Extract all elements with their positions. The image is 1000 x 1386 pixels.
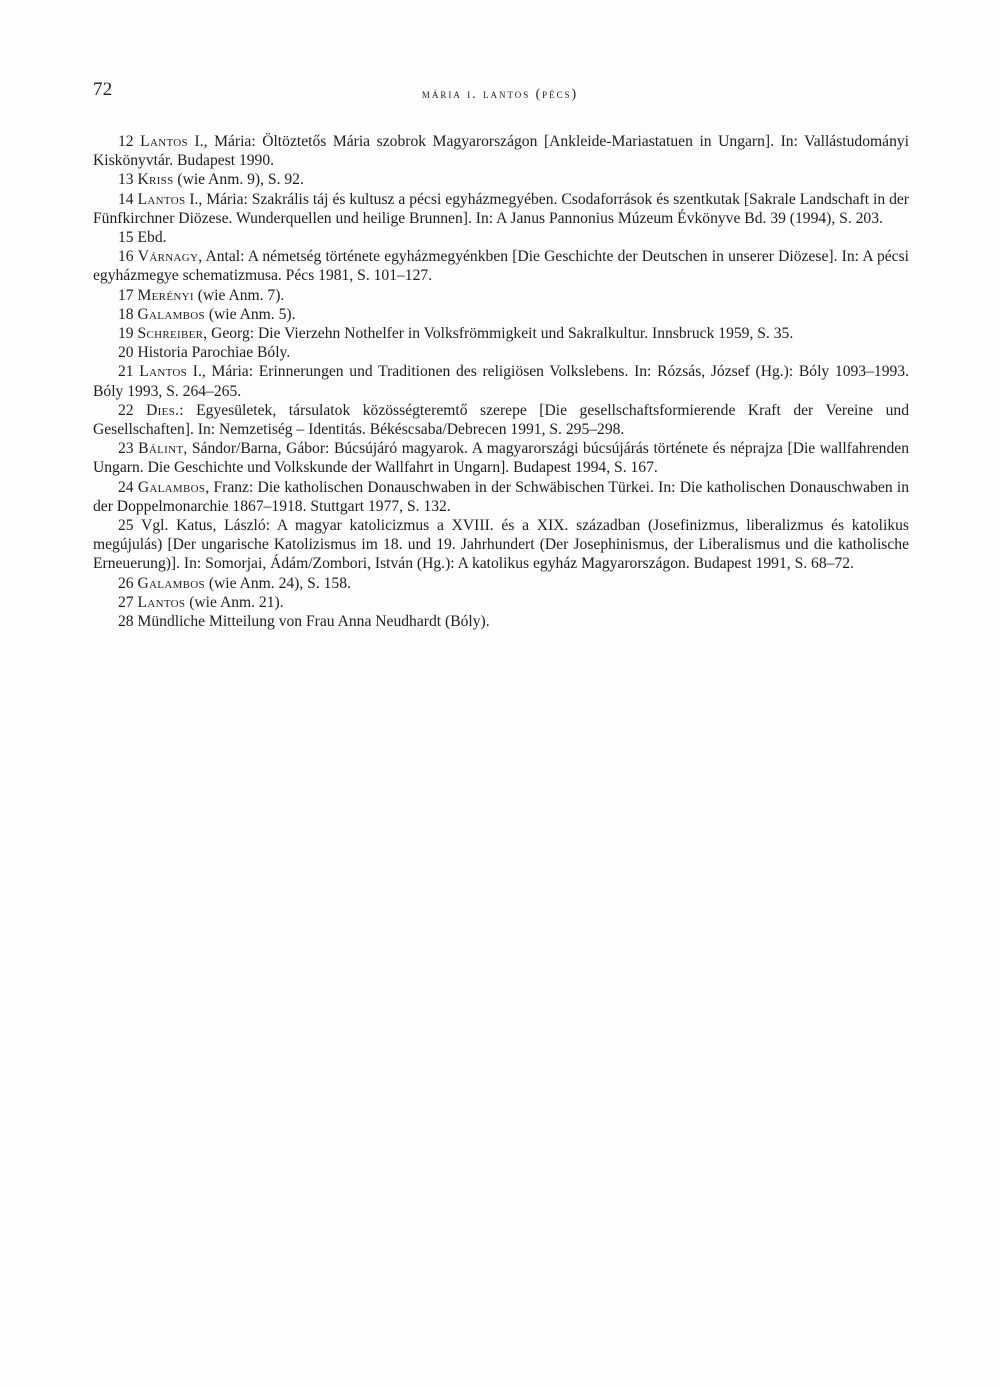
endnote-19 [93,324,909,343]
note-number: 17 [118,286,134,304]
endnote-16 [93,247,909,285]
note-number: 19 [118,325,134,343]
note-number: 22 [118,401,134,419]
note-number: 21 [118,363,134,381]
note-author: Galambos [137,478,206,496]
note-text: Historia Parochiae Bóly. [137,344,291,362]
endnote-20 [93,343,909,362]
endnote-21 [93,362,909,400]
note-text: I., Mária: Erinnerungen und Traditionen des religiösen Volkslebens. In: Rózsás, József (Hg.): Bóly 1093–1993. Bóly 1993, S. 264–265. [93,363,909,400]
note-text: (wie Anm. 24), S. 158. [204,574,351,592]
note-text: (wie Anm. 21). [185,593,284,611]
note-author: Galambos [137,305,205,323]
note-number: 26 [118,574,134,592]
endnote-28 [93,612,909,631]
note-author: Lantos [140,133,188,150]
note-text: , Franz: Die katholischen Donauschwaben in der Schwäbischen Türkei. In: Die katholischen Donauschwaben in der Doppelmonarchie 1867–1918. Stuttgart 1977, S. 132. [93,478,909,515]
note-number: 25 [118,517,134,535]
note-text: Mündliche Mitteilung von Frau Anna Neudhardt (Bóly). [137,613,490,631]
endnote-23 [93,439,909,477]
note-author: Dies. [146,401,180,419]
note-text: , Antal: A németség története egyházmegyénkben [Die Geschichte der Deutschen in unserer Diözese]. In: A pécsi egyházmegye schematizmusa. Pécs 1981, S. 101–127. [93,248,909,285]
note-author: Merényi [137,286,194,304]
note-text: (wie Anm. 7). [193,286,285,304]
note-number: 20 [118,344,134,362]
endnote-15 [93,228,909,247]
endnote-13 [93,170,909,189]
note-text: , Sándor/Barna, Gábor: Búcsújáró magyarok. A magyarországi búcsújárás története és néprajza [Die wallfahrenden Ungarn. Die Geschichte und Volkskunde der Wallfahrt in Ungarn]. Budapest 1994, S. 167. [93,440,909,477]
note-author: Lantos [137,593,186,611]
endnote-12 [93,132,909,170]
note-number: 18 [118,305,134,323]
note-author: Várnagy [137,248,199,266]
note-number: 15 [118,229,134,247]
endnote-17 [93,286,909,305]
note-text: (wie Anm. 5). [204,305,296,323]
note-number: 14 [118,190,134,208]
note-author: Lantos [139,363,188,381]
endnote-14 [93,190,909,228]
note-text: Vgl. Katus, László: A magyar katolicizmus a XVIII. és a XIX. században (Josefinizmus, liberalizmus és katolikus megújulás) [Der ungarische Katolizismus im 18. und 19. Jahrhundert (Der Josephinismus, der Liberalismus und die katholische Erneuerung)]. In: Somorjai, Ádám/Zombori, István (Hg.): A katolikus egyház Magyarországon. Budapest 1991, S. 68–72. [93,517,909,573]
note-number: 13 [118,171,134,189]
endnote-24 [93,478,909,516]
page-number: 72 [93,79,113,100]
note-author: Lantos [137,190,186,208]
note-author: Bálint [138,440,184,458]
note-author: Galambos [137,574,205,592]
note-number: 23 [118,440,134,458]
note-text: I., Mária: Öltöztetős Mária szobrok Magyarországon [Ankleide-Mariastatuen in Ungarn]. In: Vallástudományi Kiskönyvtár. Budapest 1990. [93,133,909,170]
note-number: 27 [118,593,134,611]
note-text: (wie Anm. 9), S. 92. [173,171,304,189]
endnote-27 [93,593,909,612]
note-author: Schreiber [137,325,204,343]
note-number: 28 [118,613,134,631]
endnote-22 [93,401,909,439]
note-number: 16 [118,248,134,266]
note-number: 24 [118,478,134,496]
endnote-25 [93,516,909,574]
endnotes-list [93,132,909,631]
note-author: Kriss [137,171,174,189]
running-head: mária i. lantos (pécs) [421,86,579,101]
note-number: 12 [118,133,134,150]
note-text: Ebd. [137,229,167,247]
endnote-26 [93,574,909,593]
endnote-18 [93,305,909,324]
note-text: , Georg: Die Vierzehn Nothelfer in Volksfrömmigkeit und Sakralkultur. Innsbruck 1959, S. 35. [203,325,794,343]
note-text: I., Mária: Szakrális táj és kultusz a pécsi egyházmegyében. Csodaforrások és szentkutak [Sakrale Landschaft in der Fünfkirchner Diözese. Wunderquellen und heilige Brunnen]. In: A Janus Pannonius Múzeum Évkönyve Bd. 39 (1994), S. 203. [93,190,909,227]
note-text: : Egyesületek, társulatok közösségteremtő szerepe [Die gesellschaftsformierende Kraft der Vereine und Gesellschaften]. In: Nemzetiség – Identitás. Békéscsaba/Debrecen 1991, S. 295–298. [93,401,909,439]
